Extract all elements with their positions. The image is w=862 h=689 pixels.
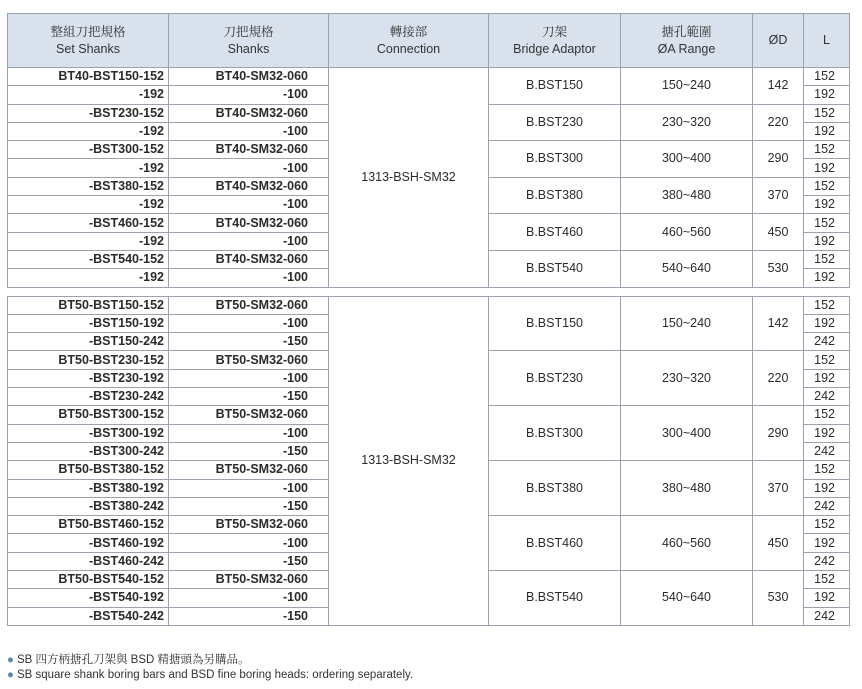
diameter-cell: 370 — [753, 461, 804, 516]
set-shank-cell: -BST300-192 — [8, 424, 169, 442]
diameter-cell: 220 — [753, 351, 804, 406]
length-cell: 242 — [804, 333, 850, 351]
set-shank-cell: BT50-BST380-152 — [8, 461, 169, 479]
col-l: L — [804, 14, 850, 68]
set-shank-cell: -BST230-152 — [8, 104, 169, 122]
set-shank-cell: -BST380-152 — [8, 177, 169, 195]
set-shank-cell: -192 — [8, 122, 169, 140]
set-shank-cell: -BST300-152 — [8, 141, 169, 159]
spec-table — [7, 13, 850, 626]
shank-cell: -100 — [169, 196, 329, 214]
shank-cell: BT50-SM32-060 — [169, 516, 329, 534]
set-shank-cell: -BST300-242 — [8, 442, 169, 460]
length-cell: 242 — [804, 607, 850, 625]
set-shank-cell: -BST150-192 — [8, 314, 169, 332]
range-cell: 300~400 — [621, 141, 753, 178]
col-d: ØD — [753, 14, 804, 68]
bridge-adaptor-cell: B.BST380 — [489, 461, 621, 516]
separator-cell — [8, 287, 850, 296]
col-range: 搪孔範圍 ØA Range — [621, 14, 753, 68]
length-cell: 192 — [804, 196, 850, 214]
shank-cell: BT50-SM32-060 — [169, 296, 329, 314]
range-cell: 380~480 — [621, 461, 753, 516]
diameter-cell: 290 — [753, 141, 804, 178]
length-cell: 242 — [804, 442, 850, 460]
diameter-cell: 450 — [753, 516, 804, 571]
length-cell: 152 — [804, 516, 850, 534]
length-cell: 242 — [804, 552, 850, 570]
range-cell: 230~320 — [621, 104, 753, 141]
diameter-cell: 142 — [753, 296, 804, 351]
note-en: ● SB square shank boring bars and BSD fine boring heads: ordering separately. — [7, 669, 414, 681]
set-shank-cell: -BST460-192 — [8, 534, 169, 552]
group-separator — [8, 287, 850, 296]
group-2 — [8, 296, 850, 625]
set-shank-cell: -BST230-192 — [8, 369, 169, 387]
bridge-adaptor-cell: B.BST460 — [489, 516, 621, 571]
length-cell: 192 — [804, 424, 850, 442]
diameter-cell: 142 — [753, 68, 804, 105]
length-cell: 152 — [804, 461, 850, 479]
diameter-cell: 530 — [753, 571, 804, 626]
range-cell: 300~400 — [621, 406, 753, 461]
set-shank-cell: -BST380-242 — [8, 497, 169, 515]
connection-cell: 1313-BSH-SM32 — [329, 296, 489, 625]
col-connection: 轉接部 Connection — [329, 14, 489, 68]
set-shank-cell: -192 — [8, 269, 169, 287]
diameter-cell: 370 — [753, 177, 804, 214]
footnotes — [7, 653, 413, 683]
shank-cell: BT50-SM32-060 — [169, 571, 329, 589]
set-shank-cell: -192 — [8, 159, 169, 177]
range-cell: 460~560 — [621, 214, 753, 251]
range-cell: 540~640 — [621, 250, 753, 287]
range-cell: 540~640 — [621, 571, 753, 626]
length-cell: 152 — [804, 214, 850, 232]
diameter-cell: 220 — [753, 104, 804, 141]
set-shank-cell: -BST540-152 — [8, 250, 169, 268]
bridge-adaptor-cell: B.BST300 — [489, 406, 621, 461]
set-shank-cell: -192 — [8, 86, 169, 104]
table-row — [8, 68, 850, 86]
length-cell: 192 — [804, 589, 850, 607]
shank-cell: -100 — [169, 314, 329, 332]
range-cell: 150~240 — [621, 296, 753, 351]
length-cell: 152 — [804, 141, 850, 159]
shank-cell: BT50-SM32-060 — [169, 406, 329, 424]
set-shank-cell: BT50-BST540-152 — [8, 571, 169, 589]
bridge-adaptor-cell: B.BST300 — [489, 141, 621, 178]
shank-cell: -150 — [169, 442, 329, 460]
length-cell: 192 — [804, 479, 850, 497]
shank-cell: BT40-SM32-060 — [169, 68, 329, 86]
shank-cell: BT40-SM32-060 — [169, 214, 329, 232]
shank-cell: -150 — [169, 388, 329, 406]
col-shanks: 刀把規格 Shanks — [169, 14, 329, 68]
col-set-shanks: 整組刀把規格 Set Shanks — [8, 14, 169, 68]
bridge-adaptor-cell: B.BST230 — [489, 104, 621, 141]
set-shank-cell: -BST150-242 — [8, 333, 169, 351]
range-cell: 150~240 — [621, 68, 753, 105]
length-cell: 152 — [804, 351, 850, 369]
range-cell: 230~320 — [621, 351, 753, 406]
shank-cell: -100 — [169, 424, 329, 442]
diameter-cell: 290 — [753, 406, 804, 461]
length-cell: 192 — [804, 534, 850, 552]
length-cell: 152 — [804, 68, 850, 86]
length-cell: 242 — [804, 388, 850, 406]
length-cell: 152 — [804, 177, 850, 195]
shank-cell: -100 — [169, 269, 329, 287]
group-1 — [8, 68, 850, 288]
shank-cell: -100 — [169, 369, 329, 387]
note-zh: ● SB 四方柄搪孔刀架與 BSD 精搪頭為另購品。 — [7, 654, 250, 666]
table-row — [8, 296, 850, 314]
length-cell: 192 — [804, 122, 850, 140]
table-header — [8, 14, 850, 68]
set-shank-cell: -192 — [8, 196, 169, 214]
shank-cell: -100 — [169, 479, 329, 497]
bridge-adaptor-cell: B.BST150 — [489, 296, 621, 351]
set-shank-cell: BT50-BST460-152 — [8, 516, 169, 534]
shank-cell: -150 — [169, 552, 329, 570]
shank-cell: -100 — [169, 589, 329, 607]
shank-cell: -150 — [169, 333, 329, 351]
set-shank-cell: -192 — [8, 232, 169, 250]
bridge-adaptor-cell: B.BST460 — [489, 214, 621, 251]
shank-cell: -100 — [169, 159, 329, 177]
bridge-adaptor-cell: B.BST540 — [489, 250, 621, 287]
length-cell: 192 — [804, 159, 850, 177]
set-shank-cell: -BST460-242 — [8, 552, 169, 570]
shank-cell: -100 — [169, 232, 329, 250]
set-shank-cell: -BST540-192 — [8, 589, 169, 607]
bullet-icon: ● — [7, 669, 14, 681]
length-cell: 152 — [804, 406, 850, 424]
bridge-adaptor-cell: B.BST380 — [489, 177, 621, 214]
set-shank-cell: -BST540-242 — [8, 607, 169, 625]
shank-cell: BT50-SM32-060 — [169, 351, 329, 369]
length-cell: 152 — [804, 296, 850, 314]
length-cell: 152 — [804, 250, 850, 268]
set-shank-cell: -BST230-242 — [8, 388, 169, 406]
length-cell: 192 — [804, 314, 850, 332]
length-cell: 192 — [804, 86, 850, 104]
connection-cell: 1313-BSH-SM32 — [329, 68, 489, 288]
length-cell: 242 — [804, 497, 850, 515]
shank-cell: BT50-SM32-060 — [169, 461, 329, 479]
set-shank-cell: -BST380-192 — [8, 479, 169, 497]
length-cell: 192 — [804, 369, 850, 387]
set-shank-cell: BT50-BST300-152 — [8, 406, 169, 424]
length-cell: 192 — [804, 232, 850, 250]
shank-cell: -150 — [169, 497, 329, 515]
diameter-cell: 450 — [753, 214, 804, 251]
bridge-adaptor-cell: B.BST150 — [489, 68, 621, 105]
length-cell: 152 — [804, 571, 850, 589]
set-shank-cell: BT40-BST150-152 — [8, 68, 169, 86]
set-shank-cell: BT50-BST230-152 — [8, 351, 169, 369]
shank-cell: -100 — [169, 122, 329, 140]
shank-cell: BT40-SM32-060 — [169, 177, 329, 195]
bridge-adaptor-cell: B.BST230 — [489, 351, 621, 406]
shank-cell: -100 — [169, 534, 329, 552]
length-cell: 152 — [804, 104, 850, 122]
shank-cell: BT40-SM32-060 — [169, 141, 329, 159]
col-bridge-adaptor: 刀架 Bridge Adaptor — [489, 14, 621, 68]
diameter-cell: 530 — [753, 250, 804, 287]
bullet-icon: ● — [7, 654, 14, 666]
shank-cell: -100 — [169, 86, 329, 104]
range-cell: 380~480 — [621, 177, 753, 214]
bridge-adaptor-cell: B.BST540 — [489, 571, 621, 626]
range-cell: 460~560 — [621, 516, 753, 571]
length-cell: 192 — [804, 269, 850, 287]
shank-cell: -150 — [169, 607, 329, 625]
set-shank-cell: -BST460-152 — [8, 214, 169, 232]
shank-cell: BT40-SM32-060 — [169, 250, 329, 268]
set-shank-cell: BT50-BST150-152 — [8, 296, 169, 314]
shank-cell: BT40-SM32-060 — [169, 104, 329, 122]
